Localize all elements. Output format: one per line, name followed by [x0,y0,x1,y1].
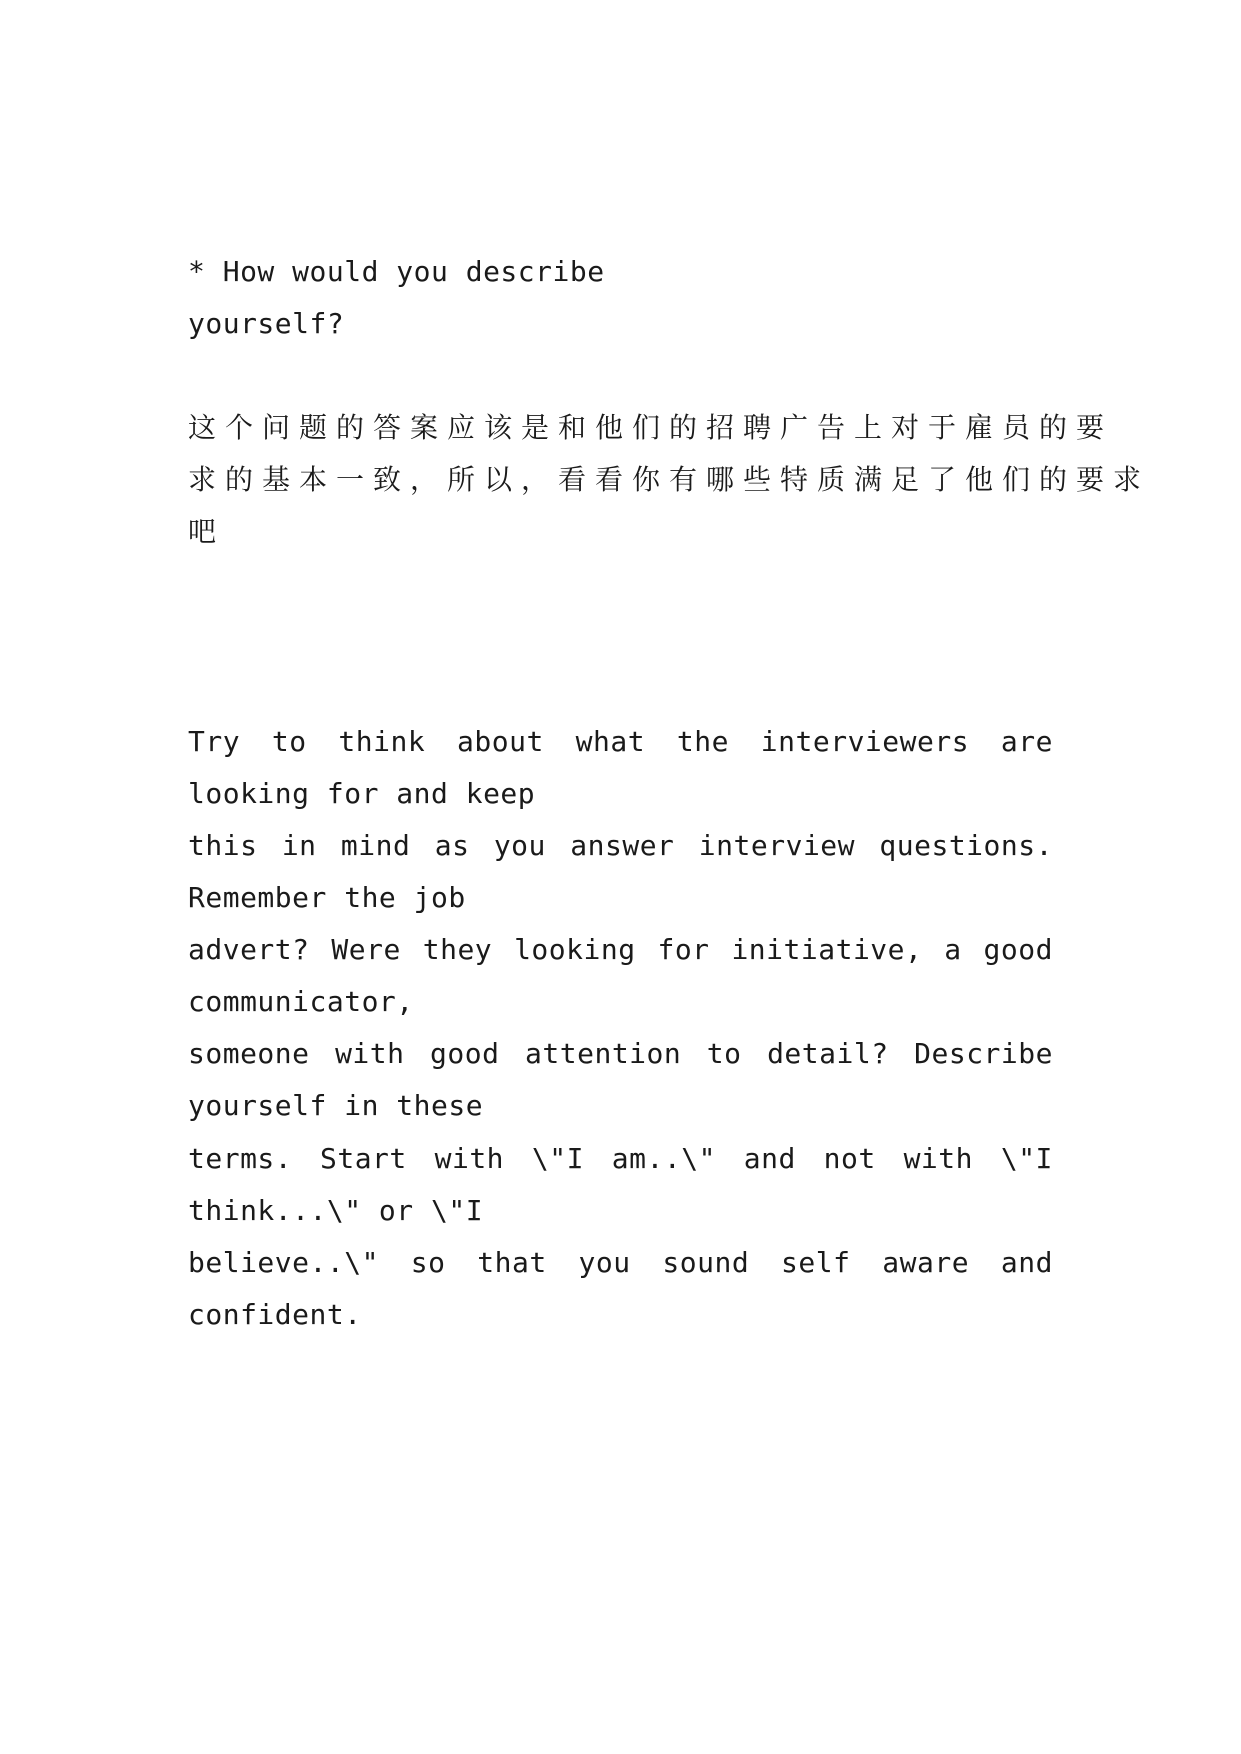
word: and [743,1142,796,1175]
answer-line-4: Remember the job [188,881,466,914]
word: am..\" [611,1142,716,1175]
word: good [430,1037,500,1070]
word: believe..\" [188,1246,379,1279]
word: you [493,829,546,862]
word: not [823,1142,876,1175]
word: that [477,1246,547,1279]
word: someone [188,1037,310,1070]
answer-line-11 [188,1245,1053,1281]
word: initiative, [731,933,923,966]
word: self [781,1246,851,1279]
answer-line-7 [188,1036,1053,1072]
word: to [271,725,307,758]
word: sound [662,1246,750,1279]
answer-line-8: yourself in these [188,1089,484,1122]
word: questions. [879,829,1053,862]
word: as [434,829,470,862]
word: you [578,1246,631,1279]
chinese-note-line-2: 求的基本一致，所以，看看你有哪些特质满足了他们的要求 [188,463,1151,496]
word: Were [331,933,401,966]
answer-line-9 [188,1141,1053,1177]
word: a [944,933,962,966]
word: interviewers [760,725,970,758]
chinese-note-line-3: 吧 [188,515,226,548]
word: so [410,1246,446,1279]
word: \"I [1000,1142,1053,1175]
answer-line-10: think...\" or \"I [188,1194,484,1227]
question-line-1: * How would you describe [188,255,605,288]
word: think [338,725,426,758]
word: attention [525,1037,682,1070]
word: and [1000,1246,1053,1279]
word: in [281,829,317,862]
word: with [903,1142,974,1175]
word: \"I [531,1142,584,1175]
word: Start [319,1142,407,1175]
word: answer [570,829,675,862]
word: are [1000,725,1053,758]
word: mind [340,829,411,862]
answer-line-12: confident. [188,1298,362,1331]
question-line-2: yourself? [188,307,345,340]
answer-line-1 [188,724,1053,760]
word: this [188,829,258,862]
answer-line-2: looking for and keep [188,777,536,810]
word: what [575,725,646,758]
word: good [983,933,1053,966]
word: with [335,1037,405,1070]
word: detail? [767,1037,889,1070]
word: with [434,1142,505,1175]
chinese-note-line-1: 这个问题的答案应该是和他们的招聘广告上对于雇员的要 [188,411,1114,444]
word: Try [188,725,241,758]
word: for [657,933,710,966]
word: about [457,725,544,758]
answer-line-3 [188,828,1053,864]
word: the [676,725,729,758]
answer-line-5 [188,932,1053,968]
word: looking [514,933,636,966]
word: terms. [188,1142,293,1175]
answer-line-6: communicator, [188,985,414,1018]
word: to [706,1037,742,1070]
word: aware [882,1246,970,1279]
word: they [422,933,493,966]
word: interview [698,829,856,862]
word: Describe [914,1037,1053,1070]
word: advert? [188,933,310,966]
